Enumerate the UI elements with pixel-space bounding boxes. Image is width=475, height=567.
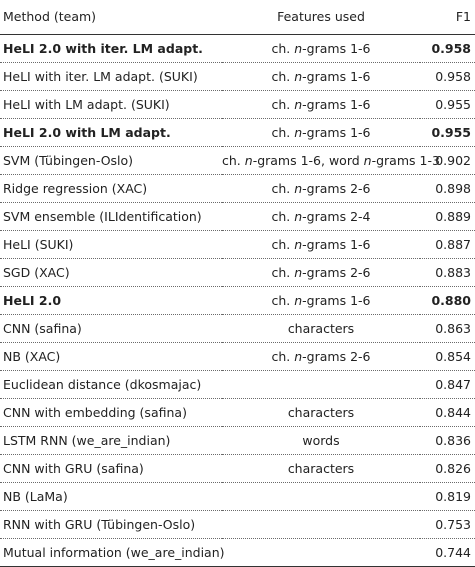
features-segment: ch. xyxy=(271,40,295,56)
features-segment: ch. xyxy=(271,180,295,196)
cell-f1: 0.744 xyxy=(435,544,471,560)
table-row xyxy=(0,203,475,231)
cell-method: HeLI 2.0 xyxy=(3,292,62,308)
cell-features xyxy=(222,63,420,91)
features-segment: ch. xyxy=(271,124,295,140)
table-row xyxy=(0,147,475,175)
features-italic-segment: n xyxy=(294,292,303,308)
table-row xyxy=(0,259,475,287)
features-segment: -grams 1-6 xyxy=(302,40,371,56)
cell-method: SVM (Tübingen-Oslo) xyxy=(3,152,134,168)
features-segment: -grams 1-6 xyxy=(302,124,371,140)
cell-features xyxy=(222,175,420,203)
table-row xyxy=(0,175,475,203)
features-segment: -grams 2-6 xyxy=(302,264,371,280)
cell-f1: 0.836 xyxy=(435,432,471,448)
cell-f1: 0.854 xyxy=(435,348,471,364)
cell-features xyxy=(222,511,420,539)
features-segment: characters xyxy=(287,460,355,476)
cell-f1: 0.847 xyxy=(435,376,471,392)
cell-f1: 0.819 xyxy=(435,488,471,504)
cell-f1: 0.753 xyxy=(435,516,471,532)
cell-method: CNN (safina) xyxy=(3,320,82,336)
cell-features xyxy=(222,231,420,259)
features-italic-segment: n xyxy=(363,152,372,168)
table-row xyxy=(0,63,475,91)
cell-method: RNN with GRU (Tübingen-Oslo) xyxy=(3,516,196,532)
features-segment: ch. xyxy=(271,264,295,280)
features-segment: -grams 1-3 xyxy=(371,152,440,168)
table-row xyxy=(0,287,475,315)
features-italic-segment: n xyxy=(294,68,303,84)
cell-method: CNN with embedding (safina) xyxy=(3,404,187,420)
cell-method: Mutual information (we_are_indian) xyxy=(3,544,225,560)
table-row xyxy=(0,371,475,399)
header-row xyxy=(0,0,475,35)
cell-f1: 0.958 xyxy=(435,68,471,84)
features-segment: ch. xyxy=(271,236,295,252)
features-italic-segment: n xyxy=(294,180,303,196)
table-row xyxy=(0,483,475,511)
header-f1: F1 xyxy=(455,9,471,24)
cell-features xyxy=(222,119,420,147)
table-row xyxy=(0,511,475,539)
features-segment: ch. xyxy=(222,152,245,168)
features-segment: -grams 1-6, word xyxy=(252,152,364,168)
features-segment: characters xyxy=(287,320,355,336)
cell-method: HeLI 2.0 with LM adapt. xyxy=(3,124,171,140)
cell-method: HeLI 2.0 with iter. LM adapt. xyxy=(3,40,203,56)
cell-features xyxy=(222,35,420,63)
cell-f1: 0.826 xyxy=(435,460,471,476)
features-italic-segment: n xyxy=(294,96,303,112)
features-segment: ch. xyxy=(271,348,295,364)
cell-method: CNN with GRU (safina) xyxy=(3,460,144,476)
features-segment: -grams 2-6 xyxy=(302,180,371,196)
features-segment: ch. xyxy=(271,208,295,224)
cell-features xyxy=(222,371,420,399)
cell-method: LSTM RNN (we_are_indian) xyxy=(3,432,171,448)
table-header xyxy=(0,0,475,35)
features-italic-segment: n xyxy=(294,264,303,280)
features-segment: ch. xyxy=(271,68,295,84)
features-segment: words xyxy=(302,432,340,448)
cell-features xyxy=(222,539,420,567)
cell-method: HeLI with iter. LM adapt. (SUKI) xyxy=(3,68,198,84)
cell-features xyxy=(222,343,420,371)
cell-features xyxy=(222,455,420,483)
features-italic-segment: n xyxy=(294,124,303,140)
cell-f1: 0.880 xyxy=(431,292,471,308)
table-row xyxy=(0,315,475,343)
table-row xyxy=(0,427,475,455)
cell-features xyxy=(222,259,420,287)
cell-method: HeLI with LM adapt. (SUKI) xyxy=(3,96,170,112)
cell-features xyxy=(222,483,420,511)
cell-f1: 0.955 xyxy=(435,96,471,112)
cell-f1: 0.902 xyxy=(435,152,471,168)
features-segment: -grams 2-4 xyxy=(302,208,371,224)
features-segment: -grams 1-6 xyxy=(302,68,371,84)
table-row xyxy=(0,119,475,147)
cell-features xyxy=(222,203,420,231)
cell-method: Ridge regression (XAC) xyxy=(3,180,148,196)
cell-f1: 0.889 xyxy=(435,208,471,224)
features-segment: -grams 2-6 xyxy=(302,348,371,364)
features-italic-segment: n xyxy=(294,236,303,252)
header-method: Method (team) xyxy=(3,9,97,24)
cell-method: NB (XAC) xyxy=(3,348,61,364)
cell-f1: 0.887 xyxy=(435,236,471,252)
features-segment: -grams 1-6 xyxy=(302,96,371,112)
cell-f1: 0.898 xyxy=(435,180,471,196)
features-italic-segment: n xyxy=(294,348,303,364)
cell-f1: 0.863 xyxy=(435,320,471,336)
cell-features xyxy=(222,287,420,315)
cell-method: NB (LaMa) xyxy=(3,488,68,504)
table-row xyxy=(0,455,475,483)
cell-method: Euclidean distance (dkosmajac) xyxy=(3,376,202,392)
cell-method: SGD (XAC) xyxy=(3,264,70,280)
cell-f1: 0.844 xyxy=(435,404,471,420)
features-segment: -grams 1-6 xyxy=(302,236,371,252)
cell-features xyxy=(222,427,420,455)
features-segment: ch. xyxy=(271,96,295,112)
table-row xyxy=(0,35,475,63)
table-row xyxy=(0,539,475,567)
cell-f1: 0.955 xyxy=(431,124,471,140)
table-body xyxy=(0,35,475,567)
features-segment: ch. xyxy=(271,292,295,308)
features-segment: characters xyxy=(287,404,355,420)
cell-f1: 0.883 xyxy=(435,264,471,280)
table-row xyxy=(0,91,475,119)
table-row xyxy=(0,399,475,427)
features-italic-segment: n xyxy=(244,152,253,168)
header-features: Features used xyxy=(277,9,365,24)
table-row xyxy=(0,231,475,259)
features-segment: -grams 1-6 xyxy=(302,292,371,308)
table-row xyxy=(0,343,475,371)
cell-method: SVM ensemble (ILIdentification) xyxy=(3,208,202,224)
cell-f1: 0.958 xyxy=(431,40,471,56)
cell-features xyxy=(222,91,420,119)
cell-features xyxy=(222,147,440,175)
features-italic-segment: n xyxy=(294,40,303,56)
cell-features xyxy=(222,399,420,427)
cell-method: HeLI (SUKI) xyxy=(3,236,74,252)
features-italic-segment: n xyxy=(294,208,303,224)
cell-features xyxy=(222,315,420,343)
